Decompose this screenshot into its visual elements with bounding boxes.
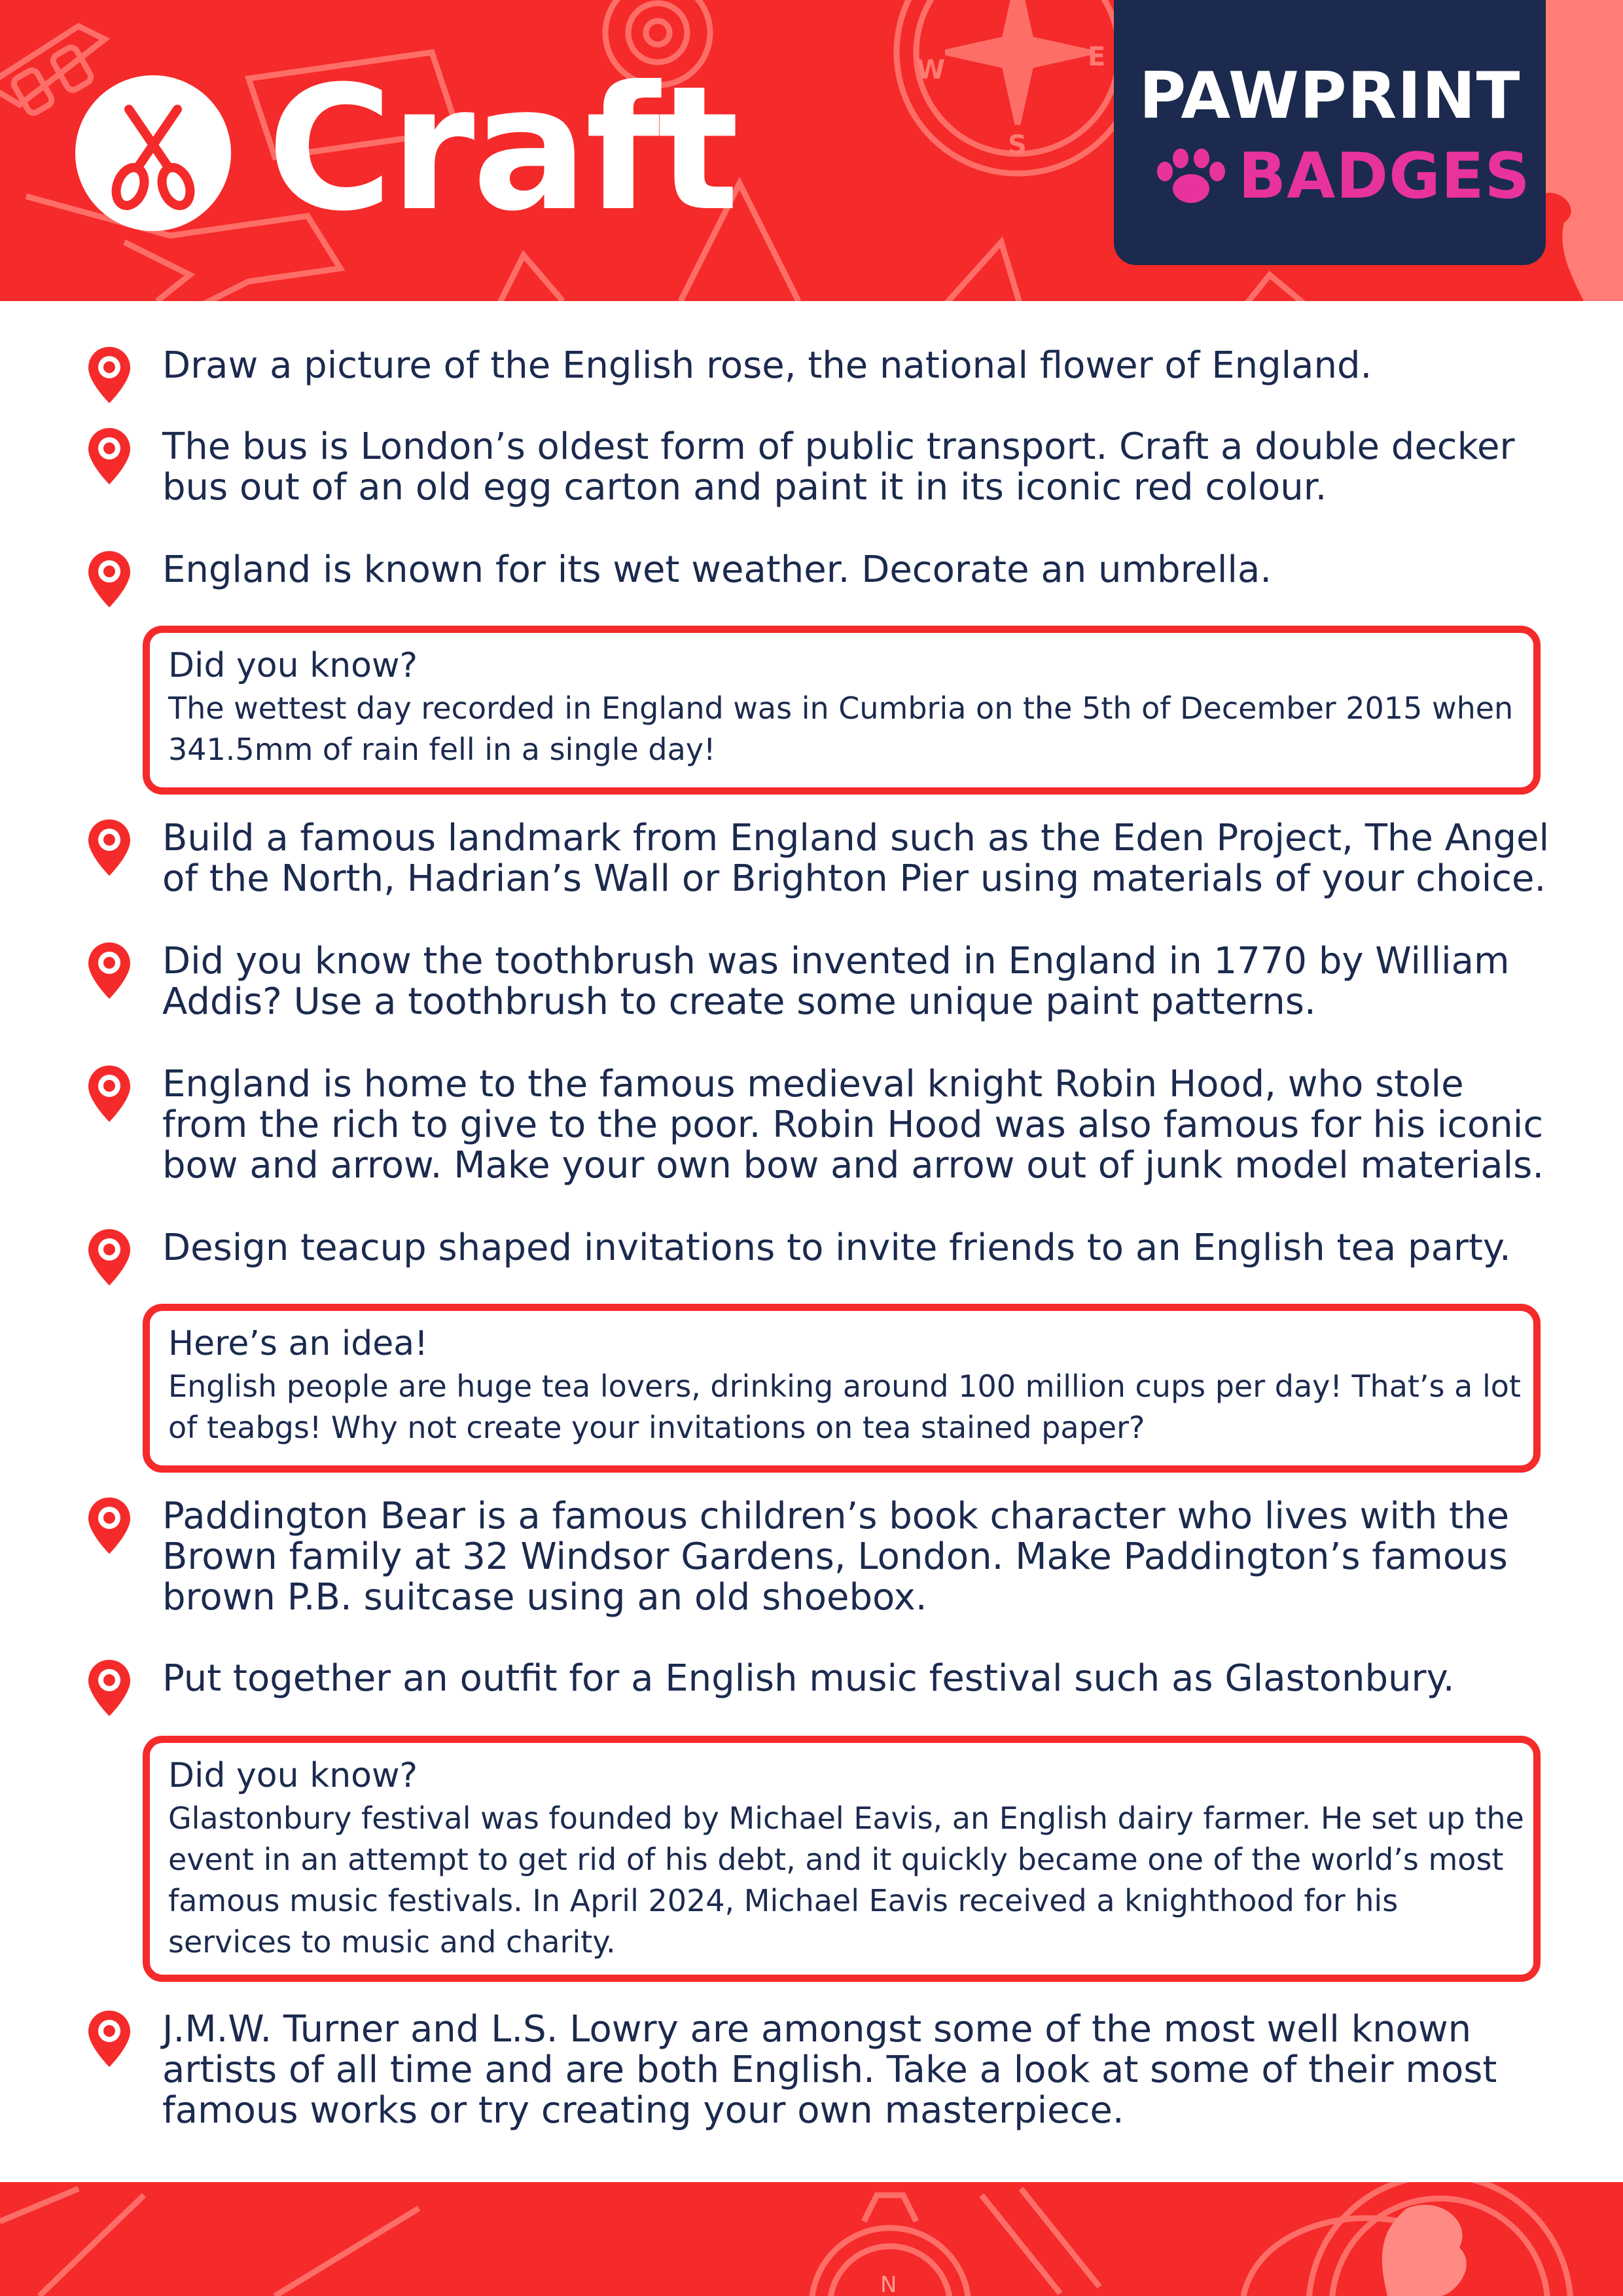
map-pin-icon — [86, 941, 132, 1000]
map-pin-icon — [86, 550, 132, 609]
compass-west-label: W — [916, 55, 946, 85]
map-pin-icon — [86, 346, 132, 404]
callout-title: Here’s an idea! — [168, 1324, 428, 1363]
activity-text: England is known for its wet weather. Decorate an umbrella. — [162, 548, 1272, 591]
map-pin-icon — [86, 427, 132, 486]
callout-title: Did you know? — [168, 646, 418, 685]
compass-north-label: N — [880, 2272, 897, 2296]
paw-print-icon — [1154, 148, 1226, 207]
map-pin-icon — [86, 818, 132, 877]
callout-title: Did you know? — [168, 1756, 418, 1795]
footer-banner — [0, 2182, 1623, 2296]
activity-text: Build a famous landmark from England such as the Eden Project, The Angel of the North, Hadrian’s Wall or Brighton Pier using materials of your choice. — [162, 817, 1550, 900]
brand-name-bottom: BADGES — [1238, 139, 1531, 213]
callout-body: The wettest day recorded in England was in Cumbria on the 5th of December 2015 when 341.5mm of rain fell in a single day! — [168, 691, 1514, 767]
compass-east-label: E — [1088, 42, 1106, 72]
activity-text: Did you know the toothbrush was invented in England in 1770 by William Addis? Use a toothbrush to create some unique paint patterns. — [162, 940, 1510, 1023]
scissors-badge — [75, 75, 231, 231]
activity-text: Design teacup shaped invitations to invite friends to an English tea party. — [162, 1227, 1511, 1269]
callout-body: English people are huge tea lovers, drinking around 100 million cups per day! That’s a lot of teabgs! Why not create your invitations on tea stained paper? — [168, 1369, 1521, 1445]
activity-text: England is home to the famous medieval knight Robin Hood, who stole from the rich to give to the poor. Robin Hood was also famous for his iconic bow and arrow. Make your own bow and arrow out of junk model materials. — [162, 1063, 1544, 1187]
activity-text: The bus is London’s oldest form of public transport. Craft a double decker bus out of an old egg carton and paint it in its iconic red colour. — [162, 425, 1515, 509]
footer-doodles — [0, 2182, 1623, 2296]
header-banner — [0, 0, 1623, 301]
map-pin-icon — [86, 1496, 132, 1555]
map-pin-icon — [86, 1659, 132, 1717]
did-you-know-callout — [143, 1736, 1541, 1982]
did-you-know-callout — [143, 626, 1541, 795]
page-title: Craft — [267, 49, 737, 249]
map-pin-icon — [86, 1228, 132, 1287]
brand-name-top: PAWPRINT — [1139, 59, 1521, 134]
activity-text: J.M.W. Turner and L.S. Lowry are amongst some of the most well known artists of all time and are both English. Take a look at some of their most famous works or try creating your own masterpiece. — [162, 2008, 1497, 2132]
callout-body: Glastonbury festival was founded by Michael Eavis, an English dairy farmer. He set up the event in an attempt to get rid of his debt, and it quickly became one of the world’s most famous music festivals. In April 2024, Michael Eavis received a knighthood for his services to music and charity. — [168, 1801, 1524, 1960]
scissors-icon — [75, 75, 231, 231]
activity-text: Put together an outfit for a English music festival such as Glastonbury. — [162, 1657, 1455, 1700]
compass-south-label: S — [1008, 130, 1027, 160]
activity-text: Draw a picture of the English rose, the national flower of England. — [162, 344, 1372, 387]
activity-text: Paddington Bear is a famous children’s book character who lives with the Brown family at 32 Windsor Gardens, London. Make Paddington’s famous brown P.B. suitcase using an old shoebox. — [162, 1495, 1510, 1619]
idea-callout — [143, 1304, 1541, 1473]
brand-logo — [1114, 0, 1546, 265]
map-pin-icon — [86, 1064, 132, 1123]
map-pin-icon — [86, 2009, 132, 2068]
